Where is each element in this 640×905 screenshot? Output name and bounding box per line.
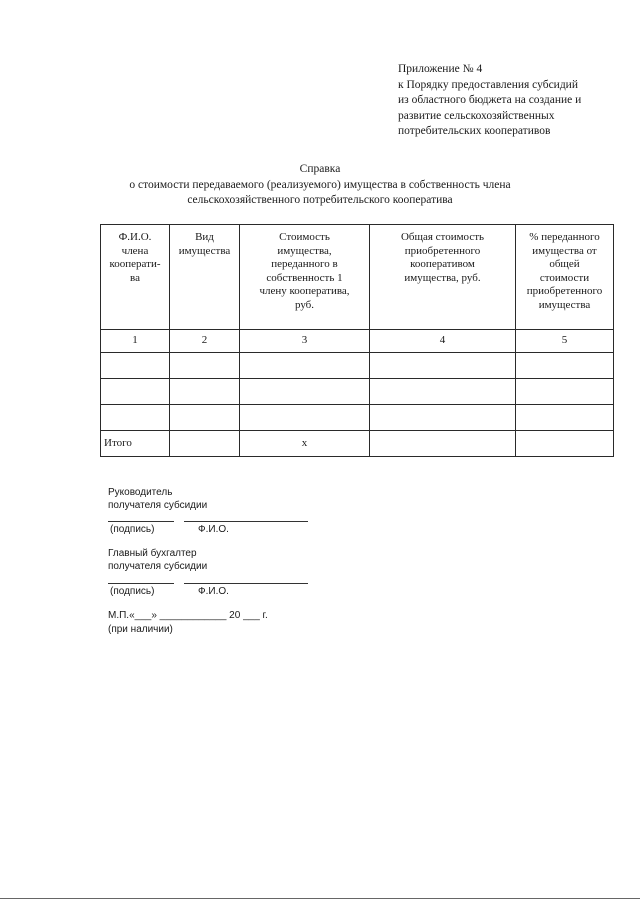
appendix-line: Приложение № 4 bbox=[398, 63, 483, 75]
appendix-header bbox=[398, 62, 634, 140]
head-signature-line[interactable] bbox=[108, 521, 174, 522]
appendix-line: потребительских кооперативов bbox=[398, 125, 551, 137]
head-title: Руководитель bbox=[108, 487, 173, 498]
head-fio-label: Ф.И.О. bbox=[198, 524, 229, 535]
title-heading: Справка bbox=[299, 163, 341, 175]
table-cell[interactable] bbox=[170, 405, 240, 431]
header-cell-fio: Ф.И.О. члена кооперати- ва bbox=[101, 225, 170, 330]
head-subtitle: получателя субсидии bbox=[108, 499, 208, 511]
total-mark: х bbox=[240, 431, 370, 457]
total-label: Итого bbox=[101, 431, 170, 457]
property-table bbox=[100, 224, 614, 457]
accountant-subtitle: получателя субсидии bbox=[108, 560, 208, 572]
column-number-row bbox=[101, 330, 614, 353]
table-cell[interactable] bbox=[170, 379, 240, 405]
table-cell[interactable] bbox=[240, 405, 370, 431]
document-title bbox=[0, 162, 640, 209]
table-cell[interactable] bbox=[170, 353, 240, 379]
appendix-line: развитие сельскохозяйственных bbox=[398, 109, 555, 122]
table-cell[interactable] bbox=[516, 431, 614, 457]
title-line: сельскохозяйственного потребительского кооператива bbox=[187, 194, 453, 206]
table-row bbox=[101, 379, 614, 405]
accountant-signature-line[interactable] bbox=[108, 583, 174, 584]
table-row bbox=[101, 405, 614, 431]
column-number: 3 bbox=[240, 330, 370, 353]
table-cell[interactable] bbox=[370, 353, 516, 379]
appendix-line: к Порядку предоставления субсидий bbox=[398, 78, 578, 91]
table-cell[interactable] bbox=[516, 405, 614, 431]
table-row bbox=[101, 353, 614, 379]
head-signature-label: (подпись) bbox=[110, 524, 155, 535]
column-number: 1 bbox=[101, 330, 170, 353]
total-row bbox=[101, 431, 614, 457]
header-cell-member-value: Стоимость имущества, переданного в собственность 1 члену кооператива, руб. bbox=[240, 225, 370, 330]
accountant-signature-label: (подпись) bbox=[110, 586, 155, 597]
table-cell[interactable] bbox=[101, 353, 170, 379]
table-cell[interactable] bbox=[101, 405, 170, 431]
accountant-title: Главный бухгалтер bbox=[108, 548, 197, 559]
accountant-fio-label: Ф.И.О. bbox=[198, 586, 229, 597]
head-fio-line[interactable] bbox=[184, 521, 308, 522]
table-cell[interactable] bbox=[240, 353, 370, 379]
appendix-line: из областного бюджета на создание и bbox=[398, 94, 582, 106]
head-signature-block bbox=[108, 487, 207, 512]
table-cell[interactable] bbox=[516, 353, 614, 379]
table-cell[interactable] bbox=[370, 379, 516, 405]
accountant-fio-line[interactable] bbox=[184, 583, 308, 584]
header-cell-percent: % переданного имущества от общей стоимости приобретенного имущества bbox=[516, 225, 614, 330]
title-line: о стоимости передаваемого (реализуемого) имущества в собственность члена bbox=[129, 178, 511, 191]
column-number: 2 bbox=[170, 330, 240, 353]
stamp-date-line: М.П.«___» ____________ 20 ___ г. bbox=[108, 610, 268, 621]
column-number: 5 bbox=[516, 330, 614, 353]
page-bottom-rule bbox=[0, 898, 640, 899]
column-number: 4 bbox=[370, 330, 516, 353]
table-cell[interactable] bbox=[101, 379, 170, 405]
stamp-note: (при наличии) bbox=[108, 624, 173, 635]
table-cell[interactable] bbox=[170, 431, 240, 457]
header-cell-total-value: Общая стоимость приобретенного кооперативом имущества, руб. bbox=[370, 225, 516, 330]
accountant-signature-block bbox=[108, 548, 207, 573]
table-cell[interactable] bbox=[370, 405, 516, 431]
table-header-row bbox=[101, 225, 614, 330]
header-cell-property-type: Вид имущества bbox=[170, 225, 240, 330]
table-cell[interactable] bbox=[240, 379, 370, 405]
table-cell[interactable] bbox=[516, 379, 614, 405]
table-cell[interactable] bbox=[370, 431, 516, 457]
